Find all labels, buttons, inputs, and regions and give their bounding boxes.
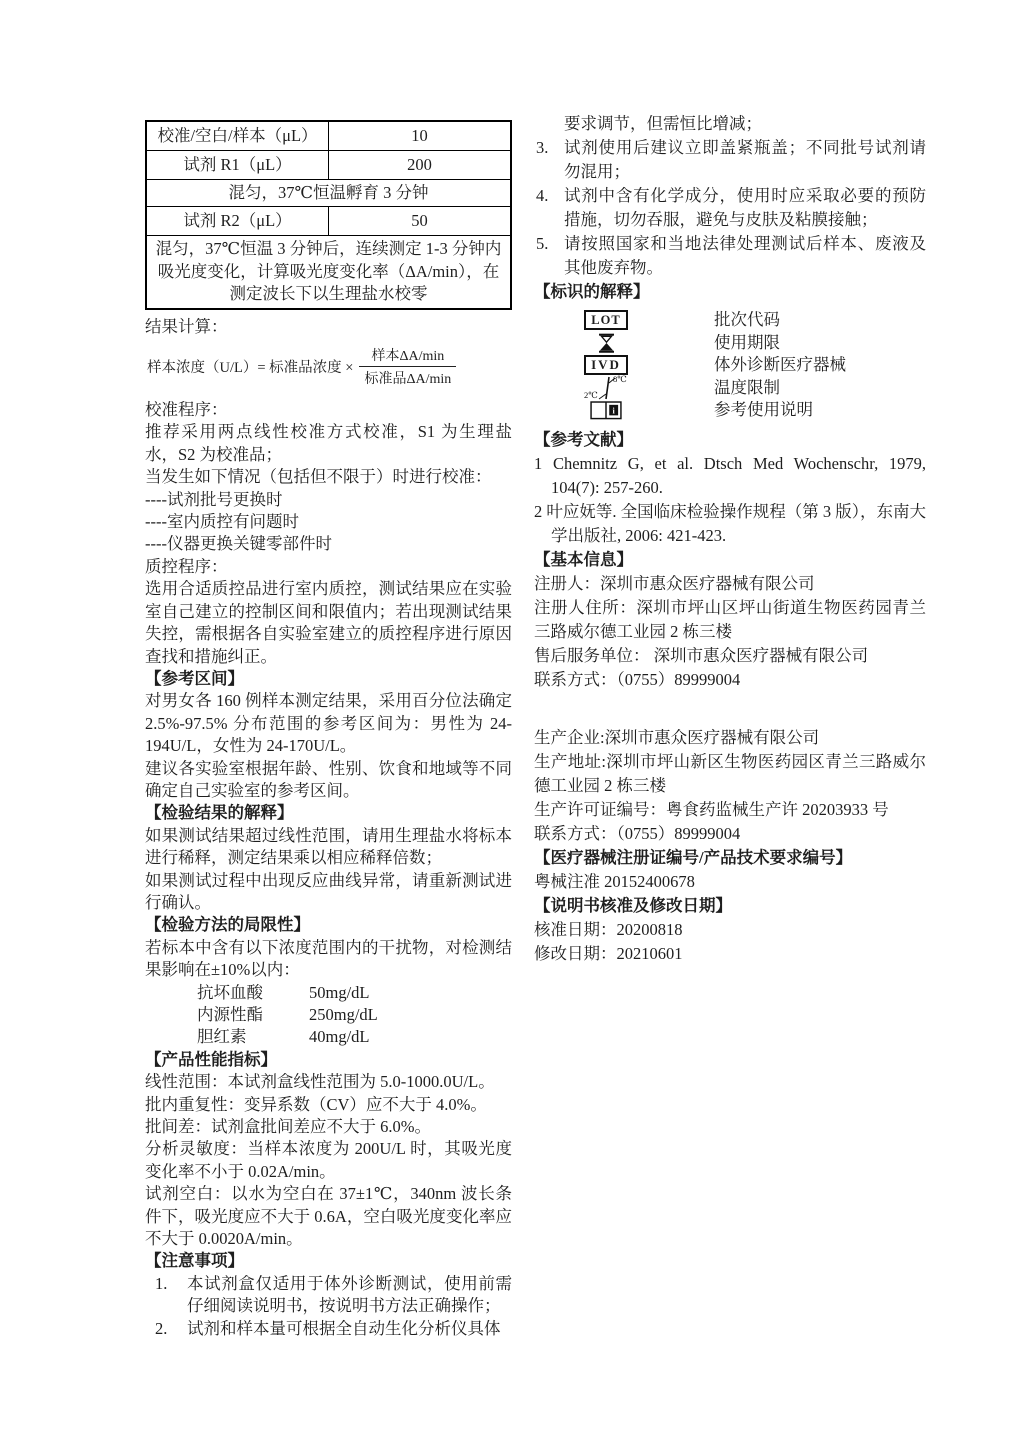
interferent-row xyxy=(197,982,512,1004)
calibration-line: ----试剂批号更换时 xyxy=(145,489,283,509)
calibration-title: 校准程序： xyxy=(145,400,228,420)
ivd-icon xyxy=(566,355,646,375)
symbol-meaning: 使用期限 xyxy=(714,332,780,352)
section-title-reference-interval: 【参考区间】 xyxy=(145,668,244,688)
formula-numerator: 样本ΔA/min xyxy=(371,349,445,365)
item-text: 请按照国家和当地法律处理测试后样本、废液及其他废弃物。 xyxy=(564,234,926,277)
right-column xyxy=(534,112,926,966)
table-row xyxy=(146,121,511,151)
formula-denominator: 标准品ΔA/min xyxy=(359,366,456,388)
consult-instructions-icon xyxy=(566,400,646,421)
symbols-legend xyxy=(534,309,926,422)
table-row xyxy=(146,207,511,236)
interferent-value: 50mg/dL xyxy=(309,982,370,1002)
item-text: 试剂和样本量可根据全自动生化分析仪具体 xyxy=(187,1318,501,1338)
symbol-meaning: 温度限制 xyxy=(714,377,780,397)
procedure-table xyxy=(145,120,512,310)
symbol-row-expiry xyxy=(534,332,926,355)
performance-line: 批内重复性：变异系数（CV）应不大于 4.0%。 xyxy=(145,1094,487,1114)
precaution-item xyxy=(534,184,926,232)
temperature-limit-icon xyxy=(566,374,646,401)
symbol-row-consult-instructions xyxy=(534,399,926,422)
hourglass-icon xyxy=(566,333,646,353)
contact-line: 联系方式：（0755）89999004 xyxy=(534,669,741,689)
interferent-row xyxy=(197,1026,512,1048)
left-column xyxy=(145,120,512,1340)
reference-item xyxy=(534,452,926,500)
section-title-registration: 【医疗器械注册证编号/产品技术要求编号】 xyxy=(534,847,853,867)
reference-number: 1 xyxy=(534,453,543,473)
performance-line: 线性范围：本试剂盒线性范围为 5.0-1000.0U/L。 xyxy=(145,1072,495,1092)
table-cell-span: 混匀，37℃恒温孵育 3 分钟 xyxy=(146,180,511,207)
interferent-value: 250mg/dL xyxy=(309,1005,378,1024)
limitations-intro: 若标本中含有以下浓度范围内的干扰物，对检测结果影响在±10%以内： xyxy=(145,937,512,980)
calibration-line: ----室内质控有问题时 xyxy=(145,512,299,532)
result-calc-title: 结果计算： xyxy=(145,316,228,336)
result-interpretation-paragraph: 如果测试过程中出现反应曲线异常，请重新测试进行确认。 xyxy=(145,870,512,912)
item-text: 本试剂盒仅适用于体外诊断测试，使用前需仔细阅读说明书，按说明书方法正确操作； xyxy=(187,1273,512,1316)
item-number: 5. xyxy=(536,234,549,253)
precaution-continuation: 要求调节，但需恒比增减； xyxy=(564,114,762,133)
approval-date-line: 核准日期：20200818 xyxy=(534,919,683,939)
manufacturer-license-line: 生产许可证编号：粤食药监械生产许 20203933 号 xyxy=(534,799,889,819)
formula-fraction xyxy=(359,345,456,388)
item-number: 4. xyxy=(536,186,549,205)
item-text: 试剂使用后建议立即盖紧瓶盖；不同批号试剂请勿混用； xyxy=(564,138,926,181)
registrant-address-line: 注册人住所：深圳市坪山区坪山街道生物医药园青兰三路威尔德工业园 2 栋三楼 xyxy=(534,597,926,641)
section-title-dates: 【说明书核准及修改日期】 xyxy=(534,895,732,915)
symbol-meaning: 批次代码 xyxy=(714,310,780,330)
manufacturer-block xyxy=(534,726,926,846)
table-row xyxy=(146,151,511,180)
performance-line: 批间差：试剂盒批间差应不大于 6.0%。 xyxy=(145,1117,431,1137)
performance-line: 分析灵敏度：当样本浓度为 200U/L 时，其吸光度变化率不小于 0.02A/min。 xyxy=(145,1139,512,1181)
interferent-value: 40mg/dL xyxy=(309,1027,370,1047)
interferent-name: 抗坏血酸 xyxy=(197,982,263,1002)
result-interpretation-paragraph: 如果测试结果超过线性范围，请用生理盐水将标本进行稀释，测定结果乘以相应稀释倍数； xyxy=(145,825,512,868)
section-title-limitations: 【检验方法的局限性】 xyxy=(145,915,310,935)
section-title-precautions: 【注意事项】 xyxy=(145,1251,244,1271)
temp-low-label: 2℃ xyxy=(584,390,598,401)
section-title-references: 【参考文献】 xyxy=(534,429,633,449)
precaution-item xyxy=(534,232,926,280)
item-number: 3. xyxy=(536,138,549,157)
manufacturer-contact-line: 联系方式：（0755）89999004 xyxy=(534,823,741,843)
precaution-item xyxy=(534,136,926,184)
reference-item xyxy=(534,500,926,548)
lot-icon xyxy=(566,310,646,330)
section-title-symbols: 【标识的解释】 xyxy=(534,282,650,301)
formula-lhs: 样本浓度（U/L）= 标准品浓度 × xyxy=(147,360,354,377)
calibration-line: 当发生如下情况（包括但不限于）时进行校准： xyxy=(145,467,492,487)
reference-interval-paragraph: 对男女各 160 例样本测定结果，采用百分位法确定 2.5%-97.5% 分布范围的参考区间为：男性为 24-194U/L，女性为 24-170U/L。 xyxy=(145,691,512,756)
table-row xyxy=(146,236,511,309)
precaution-item xyxy=(145,1318,512,1340)
registration-number: 粤械注准 20152400678 xyxy=(534,871,695,891)
symbol-meaning: 体外诊断医疗器械 xyxy=(714,355,846,375)
registrant-line: 注册人：深圳市惠众医疗器械有限公司 xyxy=(534,573,815,593)
table-cell-value: 50 xyxy=(329,207,512,236)
qc-text: 选用合适质控品进行室内质控，测试结果应在实验室自己建立的控制区间和限值内；若出现测试结果失控，需根据各自实验室建立的质控程序进行原因查找和措施纠正。 xyxy=(145,579,512,666)
symbol-row-temperature xyxy=(534,374,926,401)
interferent-row xyxy=(197,1004,512,1026)
table-cell-label: 试剂 R2（μL） xyxy=(146,207,329,236)
manufacturer-address-line: 生产地址:深圳市坪山新区生物医药园区青兰三路威尔德工业园 2 栋三楼 xyxy=(534,751,926,795)
symbol-row-ivd xyxy=(534,354,926,377)
table-cell-label: 试剂 R1（μL） xyxy=(146,151,329,180)
interferent-name: 胆红素 xyxy=(197,1027,247,1047)
calibration-line: 推荐采用两点线性校准方式校准，S1 为生理盐水，S2 为校准品； xyxy=(145,422,512,464)
section-title-result-interpretation: 【检验结果的解释】 xyxy=(145,803,294,823)
qc-title: 质控程序： xyxy=(145,556,228,576)
item-number: 1. xyxy=(155,1273,168,1293)
lot-box-label: LOT xyxy=(584,310,627,330)
concentration-formula xyxy=(147,345,512,388)
section-title-basic-info: 【基本信息】 xyxy=(534,549,633,569)
temp-high-label: 8℃ xyxy=(613,374,627,385)
manufacturer-company-line: 生产企业:深圳市惠众医疗器械有限公司 xyxy=(534,727,820,747)
table-cell-value: 10 xyxy=(329,121,512,151)
item-text: 试剂中含有化学成分，使用时应采取必要的预防措施，切勿吞服，避免与皮肤及粘膜接触； xyxy=(564,186,926,229)
section-title-performance: 【产品性能指标】 xyxy=(145,1049,277,1069)
table-cell-value: 200 xyxy=(329,151,512,180)
table-cell-label: 校准/空白/样本（μL） xyxy=(146,121,329,151)
table-row xyxy=(146,180,511,207)
interferent-name: 内源性酯 xyxy=(197,1005,263,1024)
reference-text: 叶应妩等. 全国临床检验操作规程（第 3 版），东南大学出版社, 2006: 421-423. xyxy=(546,501,927,545)
reference-number: 2 xyxy=(534,501,543,521)
after-sales-line: 售后服务单位： 深圳市惠众医疗器械有限公司 xyxy=(534,645,869,665)
table-cell-span: 混匀，37℃恒温 3 分钟后，连续测定 1-3 分钟内吸光度变化，计算吸光度变化率（ΔA/min），在测定波长下以生理盐水校零 xyxy=(146,236,511,309)
ivd-box-label: IVD xyxy=(584,355,628,375)
revision-date-line: 修改日期：20210601 xyxy=(534,943,683,963)
book-i-letter: i xyxy=(612,406,615,416)
symbol-meaning: 参考使用说明 xyxy=(714,400,813,420)
symbol-row-lot xyxy=(534,309,926,332)
calibration-line: ----仪器更换关键零部件时 xyxy=(145,534,332,554)
item-number: 2. xyxy=(155,1318,168,1338)
precaution-item xyxy=(145,1273,512,1318)
reference-interval-paragraph: 建议各实验室根据年龄、性别、饮食和地域等不同确定自己实验室的参考区间。 xyxy=(145,758,512,800)
reference-text: Chemnitz G, et al. Dtsch Med Wochenschr, 1979, 104(7): 257-260. xyxy=(551,453,927,497)
performance-line: 试剂空白：以水为空白在 37±1℃，340nm 波长条件下，吸光度应不大于 0.6A，空白吸光度变化率应不大于 0.0020A/min。 xyxy=(145,1184,512,1249)
